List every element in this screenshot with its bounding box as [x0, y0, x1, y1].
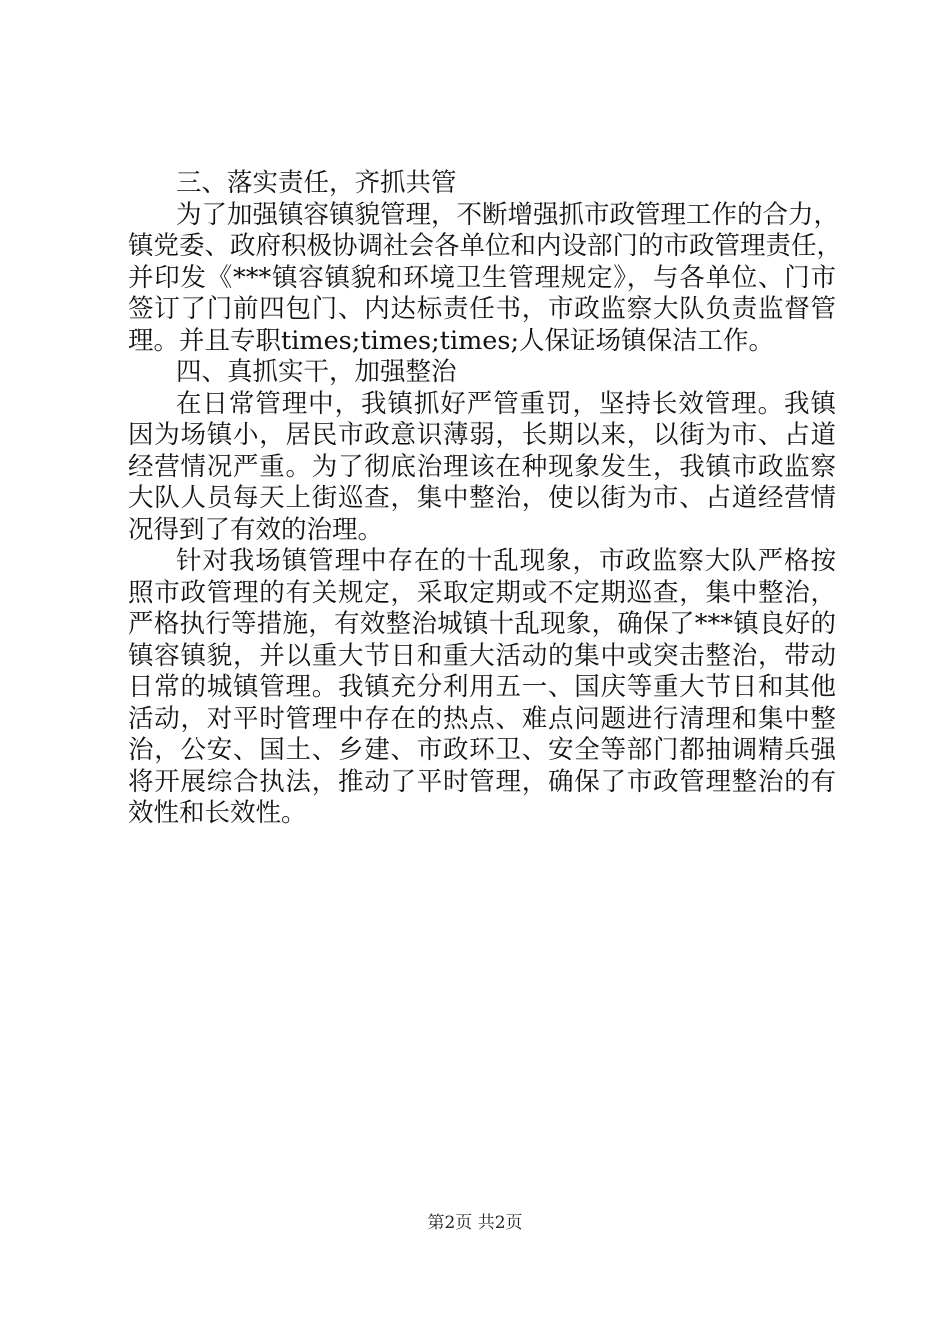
paragraph-line: 在日常管理中，我镇抓好严管重罚，坚持长效管理。我镇: [176, 388, 836, 419]
section-heading: 四、真抓实干，加强整治: [176, 357, 457, 387]
paragraph-line: 签订了门前四包门、内达标责任书，市政监察大队负责监督管: [128, 294, 836, 324]
paragraph-line: 大队人员每天上街巡查，集中整治，使以街为市、占道经营情: [128, 483, 836, 513]
paragraph-line: 镇党委、政府积极协调社会各单位和内设部门的市政管理责任，: [128, 231, 843, 261]
paragraph-line: 经营情况严重。为了彻底治理该在种现象发生，我镇市政监察: [128, 451, 836, 482]
paragraph-line: 理。并且专职times;times;times;人保证场镇保洁工作。: [128, 325, 775, 356]
paragraph-line: 并印发《***镇容镇貌和环境卫生管理规定》，与各单位、门市: [128, 262, 836, 293]
paragraph-line: 针对我场镇管理中存在的十乱现象，市政监察大队严格按: [176, 546, 836, 576]
paragraph-line: 镇容镇貌，并以重大节日和重大活动的集中或突击整治，带动: [128, 640, 836, 671]
paragraph: [128, 199, 843, 358]
paragraph-line: 活动，对平时管理中存在的热点、难点问题进行清理和集中整: [128, 703, 836, 734]
paragraph-line: 严格执行等措施，有效整治城镇十乱现象，确保了***镇良好的: [128, 609, 836, 639]
paragraph: [128, 546, 836, 830]
section-heading: 三、落实责任，齐抓共管: [176, 168, 457, 198]
paragraph-line: 效性和长效性。: [128, 798, 307, 828]
document-body: [128, 168, 843, 830]
paragraph-line: 况得到了有效的治理。: [128, 514, 384, 545]
paragraph-line: 照市政管理的有关规定，采取定期或不定期巡查，集中整治，: [128, 577, 836, 608]
paragraph-line: 将开展综合执法，推动了平时管理，确保了市政管理整治的有: [128, 766, 836, 797]
paragraph: [128, 389, 836, 547]
paragraph-line: 日常的城镇管理。我镇充分利用五一、国庆等重大节日和其他: [128, 672, 836, 702]
paragraph-line: 治，公安、国土、乡建、市政环卫、安全等部门都抽调精兵强: [128, 735, 836, 765]
paragraph-line: 因为场镇小，居民市政意识薄弱，长期以来，以街为市、占道: [128, 420, 836, 450]
paragraph-line: 为了加强镇容镇貌管理，不断增强抓市政管理工作的合力，: [176, 199, 840, 230]
page-number-footer: 第2页 共2页: [427, 1213, 523, 1233]
